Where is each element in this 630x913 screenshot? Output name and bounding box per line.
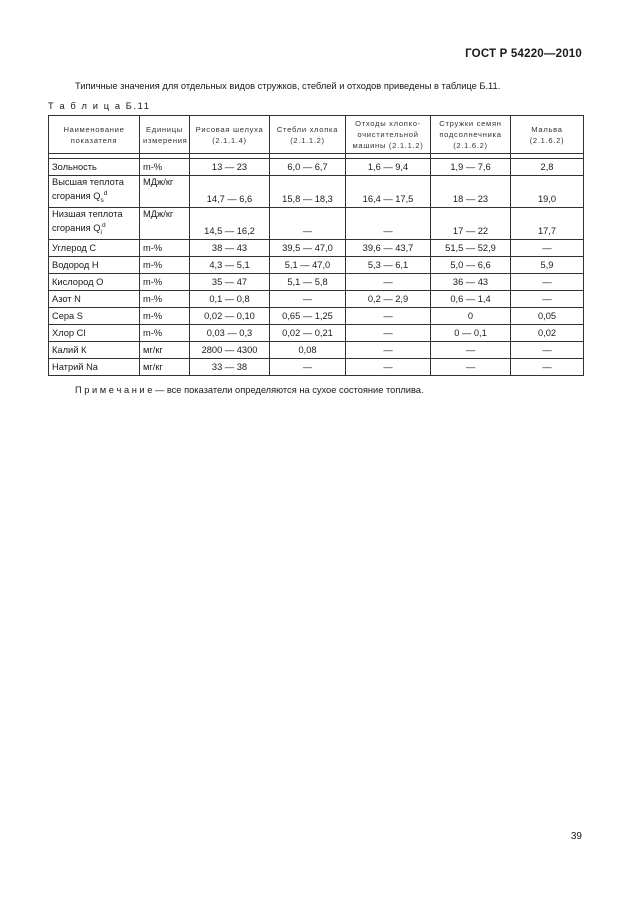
value-cell: 0,6 — 1,4 [431,290,511,307]
value-cell: 5,9 [511,256,584,273]
value-cell: 19,0 [511,176,584,208]
unit-cell: мг/кг [140,358,190,375]
superscript: d [101,221,106,229]
value-cell: 18 — 23 [431,176,511,208]
header-cell: Рисовая шелуха (2.1.1.4) [190,116,270,154]
value-cell: — [270,290,346,307]
subscript: i [100,228,102,236]
indicator-name-cell [49,239,140,256]
value-cell: 0,2 — 2,9 [346,290,431,307]
unit-cell: m-% [140,273,190,290]
value-cell: 5,0 — 6,6 [431,256,511,273]
value-cell: 38 — 43 [190,239,270,256]
value-cell: 0,02 [511,324,584,341]
table-row [49,324,584,341]
value-cell: 5,1 — 5,8 [270,273,346,290]
value-cell: — [346,207,431,239]
indicator-name: Углерод С [52,242,97,253]
table-row [49,358,584,375]
value-cell: 17 — 22 [431,207,511,239]
value-cell: 0,65 — 1,25 [270,307,346,324]
value-cell: 0,03 — 0,3 [190,324,270,341]
value-cell: 1,9 — 7,6 [431,159,511,176]
value-cell: 0,02 — 0,21 [270,324,346,341]
value-cell: — [346,358,431,375]
header-cell: Мальва (2.1.6.2) [511,116,584,154]
indicator-name-cell [49,207,140,239]
header-cell: Единицы измерения [140,116,190,154]
value-cell: — [511,290,584,307]
value-cell: 17,7 [511,207,584,239]
table-row [49,273,584,290]
header-cell: Отходы хлопко-очистительной машины (2.1.1.2) [346,116,431,154]
table-row [49,176,584,208]
value-cell: 39,5 — 47,0 [270,239,346,256]
page-number: 39 [570,831,582,842]
table-caption: Т а б л и ц а Б.11 [48,101,151,111]
table-row [49,341,584,358]
table-note: П р и м е ч а н и е — все показатели определяются на сухое состояние топлива. [75,385,424,395]
value-cell: — [346,341,431,358]
indicator-name-cell [49,256,140,273]
value-cell: — [431,358,511,375]
unit-cell: m-% [140,324,190,341]
value-cell: 15,8 — 18,3 [270,176,346,208]
header-cell: Стружки семян подсолнечника (2.1.6.2) [431,116,511,154]
indicator-name: Низшая теплота сгорания Q [52,208,123,234]
value-cell: 2800 — 4300 [190,341,270,358]
fuel-properties-table [48,115,584,376]
indicator-name: Хлор Cl [52,327,86,338]
indicator-name: Кислород О [52,276,104,287]
value-cell: — [511,239,584,256]
unit-cell: m-% [140,239,190,256]
indicator-name-cell [49,307,140,324]
table-row [49,256,584,273]
value-cell: 5,1 — 47,0 [270,256,346,273]
value-cell: — [346,307,431,324]
indicator-name: Калий К [52,344,87,355]
value-cell: 2,8 [511,159,584,176]
indicator-name: Зольность [52,162,97,172]
subscript: s [100,196,104,204]
unit-cell: m-% [140,307,190,324]
value-cell: 33 — 38 [190,358,270,375]
table-row [49,307,584,324]
value-cell: — [270,207,346,239]
value-cell: 13 — 23 [190,159,270,176]
value-cell: 0 — 0,1 [431,324,511,341]
indicator-name-cell [49,159,140,176]
value-cell: 35 — 47 [190,273,270,290]
standard-header: ГОСТ Р 54220—2010 [465,48,582,60]
value-cell: 0,05 [511,307,584,324]
indicator-name-cell [49,341,140,358]
value-cell: 39,6 — 43,7 [346,239,431,256]
table-row [49,159,584,176]
indicator-name: Натрий Na [52,361,98,372]
value-cell: 14,7 — 6,6 [190,176,270,208]
value-cell: 36 — 43 [431,273,511,290]
indicator-name-cell [49,176,140,208]
value-cell: 1,6 — 9,4 [346,159,431,176]
value-cell: 0,08 [270,341,346,358]
unit-cell: МДж/кг [140,207,190,239]
unit-cell: m-% [140,256,190,273]
superscript: d [103,190,108,197]
intro-paragraph: Типичные значения для отдельных видов стружков, стеблей и отходов приведены в таблице Б.11. [75,81,501,91]
value-cell: 0,1 — 0,8 [190,290,270,307]
indicator-name: Водород Н [52,259,99,270]
indicator-name: Сера S [52,310,84,321]
value-cell: — [511,273,584,290]
value-cell: 0,02 — 0,10 [190,307,270,324]
indicator-name-cell [49,290,140,307]
indicator-name: Высшая теплота сгорания Q [52,177,124,202]
value-cell: 16,4 — 17,5 [346,176,431,208]
indicator-name: Азот N [52,293,81,304]
table-row [49,207,584,239]
value-cell: — [270,358,346,375]
indicator-name-cell [49,273,140,290]
value-cell: 14,5 — 16,2 [190,207,270,239]
indicator-name-cell [49,358,140,375]
header-cell: Стебли хлопка (2.1.1.2) [270,116,346,154]
table-header-row [49,116,584,154]
value-cell: 0 [431,307,511,324]
header-cell: Наименование показателя [49,116,140,154]
value-cell: 4,3 — 5,1 [190,256,270,273]
unit-cell: m-% [140,290,190,307]
value-cell: — [346,273,431,290]
value-cell: — [346,324,431,341]
unit-cell: мг/кг [140,341,190,358]
unit-cell: m-% [140,159,190,176]
value-cell: 6,0 — 6,7 [270,159,346,176]
value-cell: — [511,358,584,375]
value-cell: — [511,341,584,358]
table-row [49,290,584,307]
indicator-name-cell [49,324,140,341]
value-cell: 5,3 — 6,1 [346,256,431,273]
table-row [49,239,584,256]
value-cell: 51,5 — 52,9 [431,239,511,256]
value-cell: — [431,341,511,358]
unit-cell: МДж/кг [140,176,190,208]
